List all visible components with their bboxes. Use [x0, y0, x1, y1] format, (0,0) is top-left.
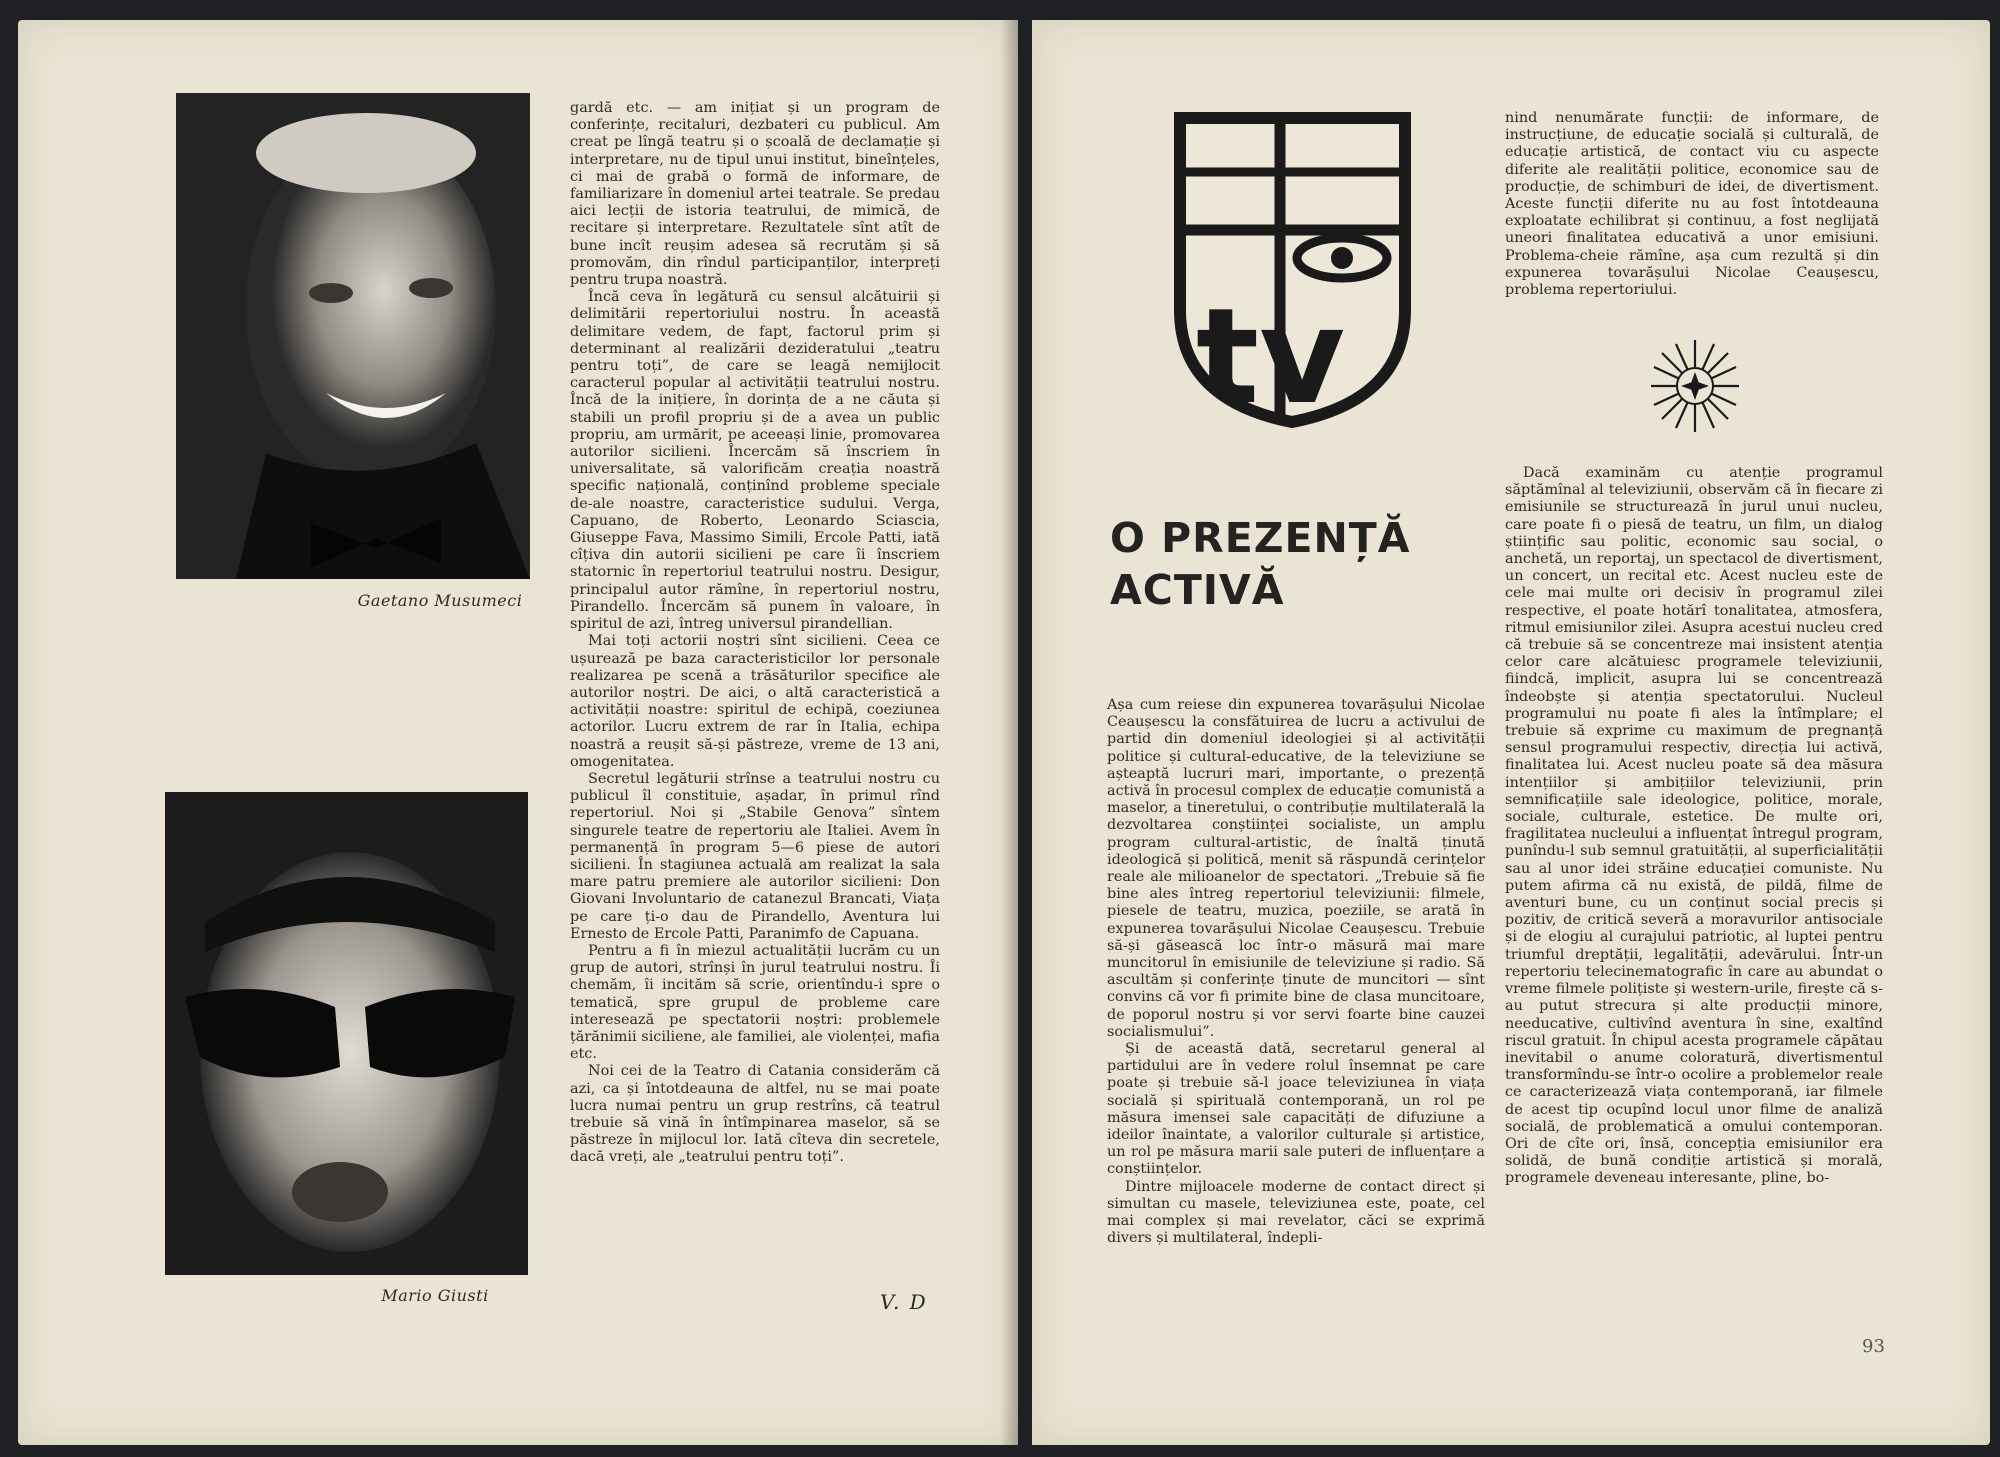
- author-signature: V. D: [880, 1290, 928, 1314]
- portrait-photo-gaetano-musumeci: [176, 93, 530, 579]
- paragraph: gardă etc. — am inițiat și un program de conferințe, recitaluri, dezbateri cu publicul. Am creat pe lîngă teatru și o școală de declamație și interpretare, nu de tipul unui institut, bineînțeles, ci mai de grabă o formă de informare, de familiarizare în domeniul artei teatrale. Se predau aici lecții de istoria teatrului, de mimică, de recitare și interpretare. Rezultatele sînt atît de bune incît reușim adesea să recrutăm și să promovăm, din rîndul participanților, interpreți pentru trupa noastră.: [570, 100, 940, 289]
- paragraph: Încă ceva în legătură cu sensul alcătuirii și delimitării repertoriului nostru. În această delimitare vedem, de fapt, factorul prim și determinant al realizării dezideratului „teatru pentru toți”, de care se leagă nemijlocit caracterul popular al activității teatrului nostru. Încă de la inițiere, în dorința de a ne căuta și stabili un profil propriu și de a avea un public propriu, am urmărit, pe aceeași linie, promovarea autorilor sicilieni. Încercăm să înscriem în universalitate, să valorificăm creația noastră specific națională, conținînd probleme speciale de-ale noastre, caracteristice sudului. Verga, Capuano, de Roberto, Leonardo Sciascia, Giuseppe Fava, Massimo Simili, Ercole Patti, iată cîțiva din autorii sicilieni pe care îi înscriem statornic în repertoriul teatrului nostru. Desigur, principalul autor rămîne, în repertoriul nostru, Pirandello. Încercăm să punem în valoare, în spiritul de azi, întreg universul pirandellian.: [570, 289, 940, 633]
- logo-letter-t: tv: [1196, 280, 1346, 430]
- compass-ornament-icon: [1648, 334, 1742, 438]
- photo-caption: Mario Giusti: [381, 1286, 489, 1305]
- article-column-left: [570, 100, 940, 1167]
- photo-caption: Gaetano Musumeci: [357, 591, 523, 610]
- paragraph: Secretul legăturii strînse a teatrului nostru cu publicul îl constituie, așadar, în primul rînd repertoriul. Noi și „Stabile Genova” sîntem singurele teatre de repertoriu ale Italiei. Avem în permanență în program 5—6 piese de autori sicilieni. În stagiunea actuală am realizat la sala mare patru premiere ale autorilor sicilieni: Don Giovani Involuntario de catanezul Brancati, Viața pe care ți-o dau de Pirandello, Aventura lui Ernesto de Ercole Patti, Paranimfo de Capuana.: [570, 770, 940, 942]
- article-column-bottom-right: [1505, 465, 1883, 1188]
- headline-line: ACTIVĂ: [1110, 566, 1285, 614]
- paragraph: Dintre mijloacele moderne de contact direct și simultan cu masele, televiziunea este, poate, cel mai complex și mai revelator, căci se exprimă divers și multilateral, îndepli-: [1107, 1178, 1485, 1247]
- page-number: 93: [1862, 1336, 1885, 1357]
- paragraph: Așa cum reiese din expunerea tovarășului Nicolae Ceaușescu la consfătuirea de lucru a activului de partid din domeniul ideologiei și al activității politice și cultural-educative, de la televiziune se așteaptă lucruri mari, importante, o prezență activă în procesul complex de educație comunistă a maselor, a tineretului, o contribuție multilaterală la dezvoltarea conștiinței socialiste, un amplu program cultural-artistic, de înaltă ținută ideologică și politică, menit să răspundă cerințelor reale ale milioanelor de spectatori. „Trebuie să fie bine ales întreg repertoriul televiziunii: filmele, piesele de teatru, muzica, poeziile, se arată în expunerea tovarășului Nicolae Ceaușescu. Trebuie să-și găsească loc într-o măsură mai mare muncitorul în emisiunile de televiziune și radio. Să ascultăm și conferințe ținute de muncitori — sînt convins că vor fi primite bine de clasa muncitoare, de poporul nostru și vor servi foarte bine cauzei socialismului”.: [1107, 697, 1485, 1040]
- article-column-bottom-left: [1107, 697, 1485, 1248]
- paragraph: Noi cei de la Teatro di Catania considerăm că azi, ca și întotdeauna de altfel, nu se mai poate lucra numai pentru un grup restrîns, că teatrul trebuie să vină în întîmpinarea maselor, să se păstreze în mijlocul lor. Iată cîteva din secretele, dacă vreți, ale „teatrului pentru toți”.: [570, 1063, 940, 1166]
- headline-line: O PREZENȚĂ: [1110, 514, 1411, 562]
- paragraph: Dacă examinăm cu atenție programul săptămînal al televiziunii, observăm că în fiecare zi emisiunile se structurează în jurul unui nucleu, care poate fi o piesă de teatru, un film, un dialog științific sau politic, economic sau social, o anchetă, un reportaj, un spectacol de divertisment, un concert, un recital etc. Acest nucleu este de cele mai multe ori decisiv în programul zilei respective, el poate hotărî tonalitatea, atmosfera, ritmul emisiunilor zilei. Asupra acestui nucleu cred că trebuie să se concentreze mai insistent atenția celor care alcătuiesc programele televiziunii, fiindcă, implicit, asupra lui se concentrează îndeobște și atenția spectatorului. Nucleul programului nu poate fi ales la întîmplare; el trebuie să exprime cu maximum de pregnanță sensul programului respectiv, direcția lui activă, finalitatea lui. Acest nucleu poate să dea măsura intențiilor și ambițiilor televiziunii, prin semnificațiile sale ideologice, politice, morale, sociale, culturale, estetice. De multe ori, fragilitatea nucleului a influențat întregul program, punîndu-l sub semnul gratuității, al superficialității sau al unor idei străine educației comuniste. Nu putem afirma că nu există, de pildă, filme de aventuri bune, cu un conținut social precis și pozitiv, de critică severă a moravurilor antisociale și de elogiu al curajului patriotic, al luptei pentru triumful dreptății, legalității, adevărului. Într-un repertoriu telecinematografic în care au abundat o vreme filmele polițiste și western-urile, firește că s-au putut strecura și alte producții minore, needucative, cultivînd aventura în sine, exaltînd riscul gratuit. În chipul acesta programele căpătau inevitabil o anume coloratură, divertismentul transformîndu-se într-o ocolire a problemelor reale ce caracterizează viața contemporană, iar filmele de acest tip ocupînd locul unor filme de analiză socială, de problematică a omului contemporan. Ori de cîte ori, însă, concepția emisiunilor era solidă, de bună condiție artistică și morală, programele deveneau interesante, pline, bo-: [1505, 465, 1883, 1187]
- gutter-shadow: [1000, 20, 1018, 1445]
- paragraph: nind nenumărate funcții: de informare, de instrucțiune, de educație socială și culturală, de educație artistică, de contact viu cu aspecte diferite ale realității politice, economice sau de producție, de schimburi de idei, de divertisment. Aceste funcții diferite nu au fost întotdeauna exploatate echilibrat și continuu, a fost neglijată uneori finalitatea educativă a unor emisiuni. Problema-cheie rămîne, așa cum rezultă și din expunerea tovarășului Nicolae Ceaușescu, problema repertoriului.: [1505, 110, 1879, 299]
- article-headline: [1110, 512, 1411, 616]
- portrait-photo-mario-giusti: [165, 792, 528, 1275]
- paragraph: Și de această dată, secretarul general al partidului are în vedere rolul însemnat pe care poate și trebuie să-l joace televiziunea în viața socială și spirituală contemporană, un rol pe măsura imensei sale capacități de difuziune a ideilor înaintate, a valorilor culturale și artistice, un rol pe măsura marii sale puteri de influențare a conștiințelor.: [1107, 1041, 1485, 1178]
- article-column-top-right: [1505, 110, 1879, 299]
- paragraph: Mai toți actorii noștri sînt sicilieni. Ceea ce ușurează pe baza caracteristicilor lor personale realizarea pe scenă a trăsăturilor specifice ale autorilor noștri. De aici, o altă caracteristică a activității noastre: spiritul de echipă, coeziunea actorilor. Lucru extrem de rar în Italia, echipa noastră a reușit să-și păstreze, vreme de 13 ani, omogenitatea.: [570, 633, 940, 770]
- paragraph: Pentru a fi în miezul actualității lucrăm cu un grup de autori, strînși în jurul teatrului nostru. Îi chemăm, îi incităm să scrie, orientîndu-i spre o tematică, spre grupul de probleme care interesează pe spectatorii noștri: problemele țărănimii siciliene, ale familiei, ale violenței, mafia etc.: [570, 942, 940, 1063]
